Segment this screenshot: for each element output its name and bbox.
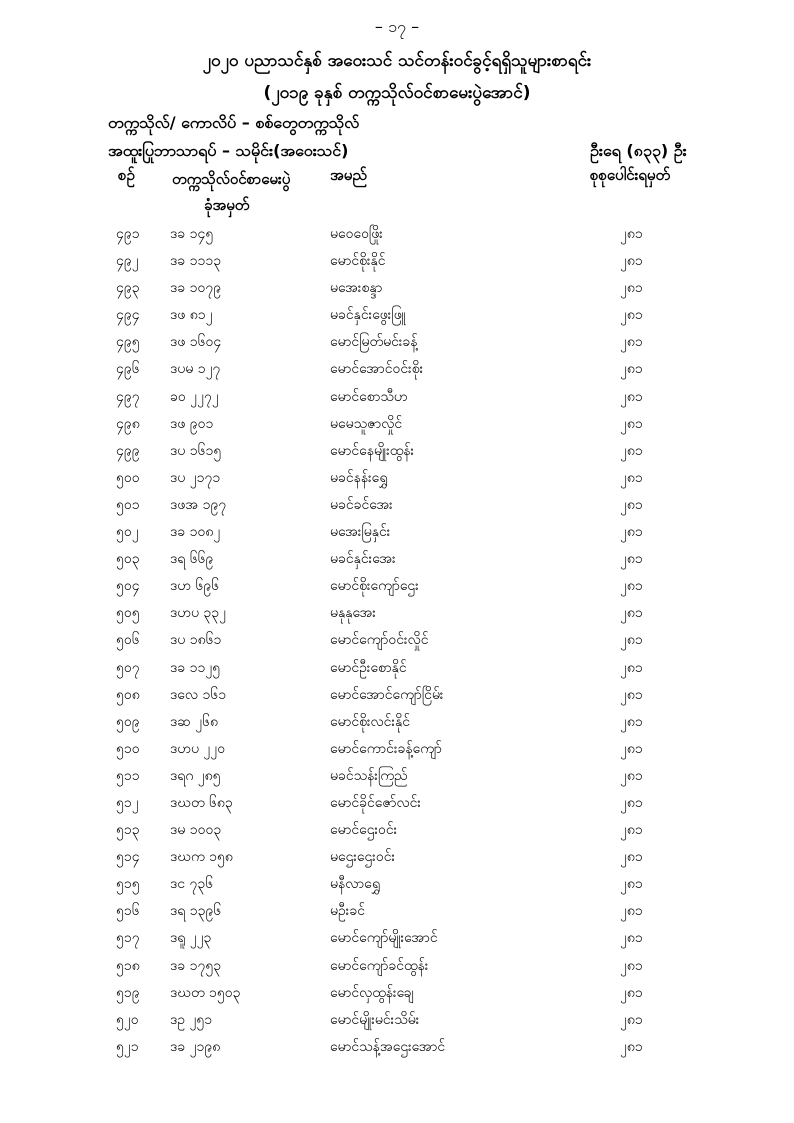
marks-cell: ၂၈၁ <box>620 659 643 676</box>
name-cell: မောင်ဌေးဝင်း <box>330 822 398 839</box>
roll-number-cell: ဒခ ၁၇၅၃ <box>170 957 222 974</box>
subject-heading: အထူးပြုဘာသာရပ် – သမိုင်း(အဝေးသင်) <box>108 141 349 160</box>
document-subtitle: (၂၀၁၉ ခုနှစ် တက္ကသိုလ်ဝင်စာမေးပွဲအောင်) <box>263 83 531 103</box>
marks-cell: ၂၈၁ <box>620 578 643 595</box>
marks-cell: ၂၈၁ <box>620 794 643 811</box>
table-row <box>0 410 794 437</box>
quota-count: ဦးရေ (၈၃၃) ဦး <box>590 141 687 160</box>
name-cell: မောင်စိုးနိုင် <box>330 253 386 270</box>
marks-cell: ၂၈၁ <box>620 442 643 459</box>
table-row <box>0 979 794 1006</box>
table-row <box>0 1006 794 1033</box>
table-row <box>0 952 794 979</box>
marks-cell: ၂၈၁ <box>620 984 643 1001</box>
name-cell: မောင်ဦးစောနိုင် <box>330 659 407 676</box>
name-cell: မောင်ခိုင်ဇော်လင်း <box>330 794 421 811</box>
marks-cell: ၂၈၁ <box>620 496 643 513</box>
column-header-name: အမည် <box>330 166 367 184</box>
serial-cell: ၅၀၉ <box>116 713 140 730</box>
marks-cell: ၂၈၁ <box>620 415 643 432</box>
page-number: – ၁၇ – <box>374 17 420 36</box>
table-row <box>0 301 794 328</box>
document-title: ၂၀၂၀ ပညာသင်နှစ် အဝေးသင် သင်တန်းဝင်ခွင့်ရရှိသူများစာရင်း <box>202 51 592 71</box>
serial-cell: ၅၁၇ <box>116 930 140 947</box>
table-row <box>0 789 794 816</box>
roll-number-cell: ဒရူ ၂၂၃ <box>170 930 212 947</box>
name-cell: မောင်ကျော်ခင်ထွန်း <box>330 957 429 974</box>
serial-cell: ၅၀၁ <box>116 496 140 513</box>
table-row <box>0 924 794 951</box>
serial-cell: ၄၉၇ <box>116 388 140 405</box>
name-cell: မဌေးဌေးဝင်း <box>330 849 396 866</box>
roll-number-cell: ဒပ ၂၁၇၁ <box>170 469 221 486</box>
serial-cell: ၄၉၉ <box>116 442 140 459</box>
roll-number-cell: ဒပ ၁၈၆၁ <box>170 632 222 649</box>
serial-cell: ၅၀၆ <box>116 632 140 649</box>
roll-number-cell: ဒမ ၁၀၀၃ <box>170 822 222 839</box>
marks-cell: ၂၈၁ <box>620 307 643 324</box>
marks-cell: ၂၈၁ <box>620 361 643 378</box>
roll-number-cell: ဒခ ၁၄၅ <box>170 226 214 242</box>
name-cell: မအေးမြနှင်း <box>330 524 391 541</box>
roll-number-cell: ဒဃတ ၁၅၀၃ <box>170 984 241 1001</box>
marks-cell: ၂၈၁ <box>620 632 643 649</box>
roll-number-cell: ဒဥ ၂၅၁ <box>170 1011 213 1028</box>
name-cell: မောင်စိုးလင်းနိုင် <box>330 713 410 730</box>
roll-number-cell: ဒခ ၁၀၇၉ <box>170 280 222 297</box>
roll-number-cell: ဒဃက ၁၅၈ <box>170 849 233 866</box>
marks-cell: ၂၈၁ <box>620 767 643 784</box>
marks-cell: ၂၈၁ <box>620 849 643 866</box>
serial-cell: ၅၁၆ <box>116 903 140 920</box>
column-header-roll-line2: ခုံအမှတ် <box>204 196 250 214</box>
table-row <box>0 464 794 491</box>
table-row <box>0 572 794 599</box>
table-row <box>0 545 794 572</box>
marks-cell: ၂၈၁ <box>620 551 643 568</box>
column-header-marks: စုစုပေါင်းရမှတ် <box>590 166 671 184</box>
serial-cell: ၄၉၅ <box>116 334 140 351</box>
name-cell: မခင်နန်းရွှေ <box>330 469 388 486</box>
name-cell: မောင်သန့်အဌေးအောင် <box>330 1038 446 1055</box>
name-cell: မောင်နေမျိုးထွန်း <box>330 442 415 459</box>
marks-cell: ၂၈၁ <box>620 226 643 242</box>
table-row <box>0 870 794 897</box>
marks-cell: ၂၈၁ <box>620 280 643 297</box>
roll-number-cell: ဒဖ ၈၁၂ <box>170 307 213 324</box>
roll-number-cell: ခဝ ၂၂၇၂ <box>170 388 219 405</box>
results-table <box>0 220 794 1060</box>
serial-cell: ၅၂၁ <box>116 1038 139 1055</box>
name-cell: မောင်စောသီဟ <box>330 388 408 405</box>
serial-cell: ၅၀၅ <box>116 605 140 622</box>
name-cell: မခင်သန်းကြည် <box>330 767 408 784</box>
roll-number-cell: ဒဟပ ၂၂၀ <box>170 740 226 757</box>
name-cell: မခင်ခင်အေး <box>330 496 393 513</box>
table-row <box>0 355 794 382</box>
table-row <box>0 626 794 653</box>
marks-cell: ၂၈၁ <box>620 605 643 622</box>
marks-cell: ၂၈၁ <box>620 822 643 839</box>
table-row <box>0 383 794 410</box>
university-heading: တက္ကသိုလ်/ ကောလိပ် – စစ်တွေတက္ကသိုလ် <box>108 113 360 132</box>
table-row <box>0 247 794 274</box>
serial-cell: ၅၁၉ <box>116 984 140 1001</box>
serial-cell: ၅၀၄ <box>116 578 140 595</box>
serial-cell: ၅၁၅ <box>116 876 140 893</box>
serial-cell: ၅၁၁ <box>116 767 140 784</box>
marks-cell: ၂၈၁ <box>620 524 643 541</box>
roll-number-cell: ဒပ ၁၆၁၅ <box>170 442 222 459</box>
serial-cell: ၅၁၃ <box>116 822 140 839</box>
name-cell: မအေးစန္ဒာ <box>330 280 383 297</box>
serial-cell: ၄၉၆ <box>116 361 140 378</box>
roll-number-cell: ဒင ၇၃၆ <box>170 876 214 893</box>
roll-number-cell: ဒခ ၂၁၉၈ <box>170 1038 221 1055</box>
table-row <box>0 1033 794 1060</box>
name-cell: မမေသူဇာလှိုင် <box>330 415 403 432</box>
serial-cell: ၅၀၀ <box>116 469 140 486</box>
table-row <box>0 518 794 545</box>
marks-cell: ၂၈၁ <box>620 686 643 703</box>
serial-cell: ၅၀၈ <box>116 686 140 703</box>
marks-cell: ၂၈၁ <box>620 876 643 893</box>
serial-cell: ၅၁၄ <box>116 849 140 866</box>
table-row <box>0 708 794 735</box>
roll-number-cell: ဒခ ၁၁၁၃ <box>170 253 222 270</box>
column-header-serial: စဉ် <box>118 166 135 184</box>
roll-number-cell: ဒဆ ၂၆၈ <box>170 713 219 730</box>
marks-cell: ၂၈၁ <box>620 1011 643 1028</box>
serial-cell: ၄၉၁ <box>116 226 140 242</box>
name-cell: မောင်ကောင်းခန့်ကျော် <box>330 740 442 757</box>
roll-number-cell: ဒခ ၁၁၂၅ <box>170 659 221 676</box>
table-row <box>0 843 794 870</box>
serial-cell: ၅၁၈ <box>116 957 140 974</box>
table-row <box>0 654 794 681</box>
marks-cell: ၂၈၁ <box>620 930 643 947</box>
name-cell: မခင်နှင်းဖွေးဖြူ <box>330 307 406 324</box>
table-row <box>0 437 794 464</box>
roll-number-cell: ဒရဂ ၂၈၅ <box>170 767 221 784</box>
roll-number-cell: ဒပမ ၁၂၇ <box>170 361 221 378</box>
name-cell: မောင်မျိုးမင်းသိမ်း <box>330 1011 420 1028</box>
roll-number-cell: ဒခ ၁၀၈၂ <box>170 524 221 541</box>
name-cell: မောင်ကျော်မျိုးအောင် <box>330 930 438 947</box>
serial-cell: ၅၀၃ <box>116 551 140 568</box>
name-cell: မောင်လှထွန်းချေ <box>330 984 414 1001</box>
table-row <box>0 274 794 301</box>
marks-cell: ၂၈၁ <box>620 334 643 351</box>
table-row <box>0 735 794 762</box>
roll-number-cell: ဒဟပ ၃၃၂ <box>170 605 227 622</box>
name-cell: မောင်စိုးကျော်ဌေး <box>330 578 419 595</box>
column-header-roll-line1: တက္ကသိုလ်ဝင်စာမေးပွဲ <box>172 170 291 188</box>
serial-cell: ၄၉၂ <box>116 253 139 270</box>
table-row <box>0 816 794 843</box>
serial-cell: ၄၉၈ <box>116 415 140 432</box>
roll-number-cell: ဒဖအ ၁၉၇ <box>170 496 227 513</box>
marks-cell: ၂၈၁ <box>620 253 643 270</box>
serial-cell: ၄၉၄ <box>116 307 140 324</box>
name-cell: မောင်မြတ်မင်းခန့် <box>330 334 418 351</box>
name-cell: မဝေဝေဖြိုး <box>330 226 383 242</box>
marks-cell: ၂၈၁ <box>620 713 643 730</box>
table-row <box>0 220 794 247</box>
table-row <box>0 599 794 626</box>
name-cell: မနီလာရွှေ <box>330 876 381 893</box>
name-cell: မဦးခင် <box>330 903 365 920</box>
name-cell: မနုနုအေး <box>330 605 376 622</box>
serial-cell: ၅၀၇ <box>116 659 140 676</box>
table-row <box>0 328 794 355</box>
table-row <box>0 491 794 518</box>
name-cell: မခင်နှင်းအေး <box>330 551 396 568</box>
column-header-roll-number <box>172 166 290 218</box>
marks-cell: ၂၈၁ <box>620 388 643 405</box>
name-cell: မောင်ကျော်ဝင်းလှိုင် <box>330 632 429 649</box>
name-cell: မောင်အောင်ဝင်းစိုး <box>330 361 424 378</box>
table-row <box>0 897 794 924</box>
roll-number-cell: ဒလေ ၁၆၁ <box>170 686 227 703</box>
roll-number-cell: ဒဃတ ၆၈၃ <box>170 794 233 811</box>
roll-number-cell: ဒရ ၆၆၉ <box>170 551 214 568</box>
serial-cell: ၅၂၀ <box>116 1011 139 1028</box>
marks-cell: ၂၈၁ <box>620 469 643 486</box>
marks-cell: ၂၈၁ <box>620 957 643 974</box>
marks-cell: ၂၈၁ <box>620 1038 643 1055</box>
table-row <box>0 762 794 789</box>
roll-number-cell: ဒရ ၁၃၉၆ <box>170 903 222 920</box>
marks-cell: ၂၈၁ <box>620 903 643 920</box>
roll-number-cell: ဒဖ ၉၀၁ <box>170 415 214 432</box>
name-cell: မောင်အောင်ကျော်ငြိမ်း <box>330 686 444 703</box>
marks-cell: ၂၈၁ <box>620 740 643 757</box>
table-row <box>0 681 794 708</box>
serial-cell: ၅၁၀ <box>116 740 140 757</box>
serial-cell: ၄၉၃ <box>116 280 140 297</box>
serial-cell: ၅၀၂ <box>116 524 139 541</box>
roll-number-cell: ဒဟ ၆၉၆ <box>170 578 220 595</box>
serial-cell: ၅၁၂ <box>116 794 139 811</box>
roll-number-cell: ဒဖ ၁၆၀၄ <box>170 334 222 351</box>
